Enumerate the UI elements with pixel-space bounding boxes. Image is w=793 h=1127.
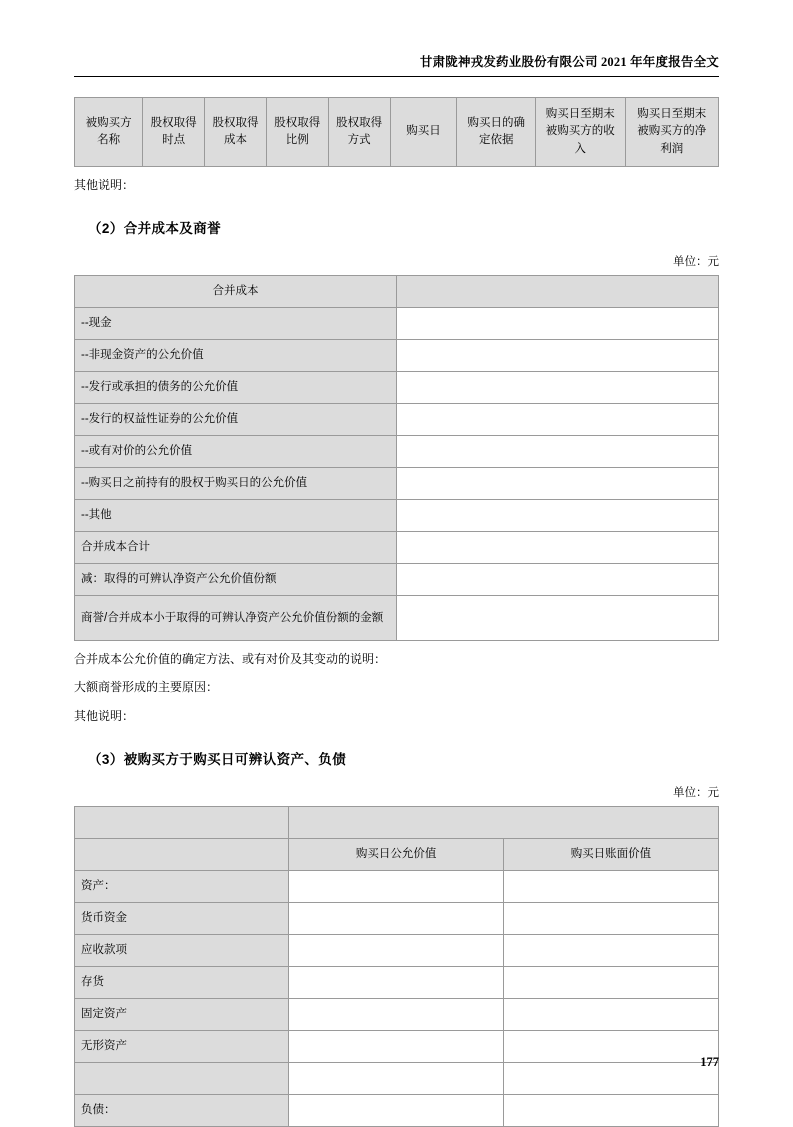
row-label-inventory: 存货 bbox=[75, 966, 289, 998]
row-label-intangible-assets: 无形资产 bbox=[75, 1030, 289, 1062]
unit-label-2: 单位：元 bbox=[673, 256, 719, 269]
row-label-equity-securities-fv: --发行的权益性证券的公允价值 bbox=[75, 404, 397, 436]
row-label-blank bbox=[75, 1062, 289, 1094]
row-value-equity-securities-fv bbox=[397, 404, 719, 436]
table-row bbox=[75, 98, 719, 167]
identifiable-assets-table bbox=[74, 806, 719, 1127]
table-row bbox=[75, 902, 719, 934]
table-row bbox=[75, 1030, 719, 1062]
header-divider bbox=[74, 76, 719, 77]
row-value-monetary-funds-bv bbox=[503, 902, 718, 934]
row-value-monetary-funds-fv bbox=[289, 902, 503, 934]
table-row bbox=[75, 372, 719, 404]
page-number: 177 bbox=[700, 1055, 719, 1069]
merger-cost-table bbox=[74, 275, 719, 641]
row-label-total-merger-cost: 合并成本合计 bbox=[75, 532, 397, 564]
row-value-intangible-assets-fv bbox=[289, 1030, 503, 1062]
row-value-debt-fv bbox=[397, 372, 719, 404]
row-label-cash: --现金 bbox=[75, 308, 397, 340]
row-value-blank-bv bbox=[503, 1062, 718, 1094]
row-label-contingent-consideration-fv: --或有对价的公允价值 bbox=[75, 436, 397, 468]
row-label-other: --其他 bbox=[75, 500, 397, 532]
note-other-1: 其他说明： bbox=[74, 178, 135, 192]
row-label-goodwill: 商誉/合并成本小于取得的可辨认净资产公允价值份额的金额 bbox=[75, 596, 397, 641]
row-value-receivables-fv bbox=[289, 934, 503, 966]
table-row bbox=[75, 500, 719, 532]
table-row bbox=[75, 404, 719, 436]
row-value-cash bbox=[397, 308, 719, 340]
col-header-purchase-date-basis: 购买日的确定依据 bbox=[457, 98, 536, 167]
row-value-noncash-assets-fv bbox=[397, 340, 719, 372]
row-value-contingent-consideration-fv bbox=[397, 436, 719, 468]
row-value-other bbox=[397, 500, 719, 532]
table-row bbox=[75, 966, 719, 998]
table-row bbox=[75, 1094, 719, 1126]
row-value-inventory-bv bbox=[503, 966, 718, 998]
row-label-monetary-funds: 货币资金 bbox=[75, 902, 289, 934]
section-title-2: （2）合并成本及商誉 bbox=[88, 221, 222, 237]
table-row bbox=[75, 340, 719, 372]
row-label-fixed-assets: 固定资产 bbox=[75, 998, 289, 1030]
col-header-blank-2 bbox=[75, 838, 289, 870]
col-header-book-value: 购买日账面价值 bbox=[503, 838, 718, 870]
table-row bbox=[75, 276, 719, 308]
merger-cost-header: 合并成本 bbox=[75, 276, 397, 308]
table-row bbox=[75, 468, 719, 500]
merger-cost-value-header bbox=[397, 276, 719, 308]
row-label-debt-fv: --发行或承担的债务的公允价值 bbox=[75, 372, 397, 404]
note-fv-method: 合并成本公允价值的确定方法、或有对价及其变动的说明： bbox=[74, 652, 387, 667]
col-header-equity-ratio: 股权取得比例 bbox=[266, 98, 328, 167]
col-header-fair-value: 购买日公允价值 bbox=[289, 838, 503, 870]
row-value-fixed-assets-bv bbox=[503, 998, 718, 1030]
row-value-goodwill bbox=[397, 596, 719, 641]
table-row bbox=[75, 308, 719, 340]
row-value-inventory-fv bbox=[289, 966, 503, 998]
page-header: 甘肃陇神戎发药业股份有限公司 2021 年年度报告全文 bbox=[419, 55, 719, 69]
row-value-assets-fv bbox=[289, 870, 503, 902]
table-row bbox=[75, 806, 719, 838]
row-value-less-net-identifiable-assets bbox=[397, 564, 719, 596]
row-label-receivables: 应收款项 bbox=[75, 934, 289, 966]
row-label-less-net-identifiable-assets: 减：取得的可辨认净资产公允价值份额 bbox=[75, 564, 397, 596]
row-value-fixed-assets-fv bbox=[289, 998, 503, 1030]
row-label-noncash-assets-fv: --非现金资产的公允价值 bbox=[75, 340, 397, 372]
table-row bbox=[75, 838, 719, 870]
row-label-liabilities: 负债： bbox=[75, 1094, 289, 1126]
table-row bbox=[75, 564, 719, 596]
row-value-blank-fv bbox=[289, 1062, 503, 1094]
table-row bbox=[75, 436, 719, 468]
row-value-previously-held-equity-fv bbox=[397, 468, 719, 500]
row-value-assets-bv bbox=[503, 870, 718, 902]
note-other-2: 其他说明： bbox=[74, 708, 135, 723]
col-header-acquiree-name: 被购买方名称 bbox=[75, 98, 143, 167]
row-value-liabilities-bv bbox=[503, 1094, 718, 1126]
col-header-blank bbox=[75, 806, 289, 838]
row-label-previously-held-equity-fv: --购买日之前持有的股权于购买日的公允价值 bbox=[75, 468, 397, 500]
table-row bbox=[75, 998, 719, 1030]
note-goodwill-reason: 大额商誉形成的主要原因： bbox=[74, 680, 219, 695]
acquiree-table-wrapper bbox=[74, 97, 719, 167]
table-row bbox=[75, 870, 719, 902]
col-header-group-blank bbox=[289, 806, 719, 838]
row-value-receivables-bv bbox=[503, 934, 718, 966]
col-header-purchase-date: 购买日 bbox=[390, 98, 457, 167]
col-header-net-profit: 购买日至期末被购买方的净利润 bbox=[625, 98, 718, 167]
table-row bbox=[75, 532, 719, 564]
col-header-equity-method: 股权取得方式 bbox=[328, 98, 390, 167]
row-label-assets: 资产： bbox=[75, 870, 289, 902]
row-value-total-merger-cost bbox=[397, 532, 719, 564]
table-row bbox=[75, 934, 719, 966]
section-title-3: （3）被购买方于购买日可辨认资产、负债 bbox=[88, 751, 347, 767]
col-header-revenue: 购买日至期末被购买方的收入 bbox=[536, 98, 626, 167]
unit-label-3: 单位：元 bbox=[673, 786, 719, 799]
table-row bbox=[75, 1062, 719, 1094]
acquiree-table bbox=[74, 97, 719, 167]
row-value-intangible-assets-bv bbox=[503, 1030, 718, 1062]
col-header-equity-cost: 股权取得成本 bbox=[205, 98, 267, 167]
table-row bbox=[75, 596, 719, 641]
col-header-equity-time: 股权取得时点 bbox=[143, 98, 205, 167]
row-value-liabilities-fv bbox=[289, 1094, 503, 1126]
